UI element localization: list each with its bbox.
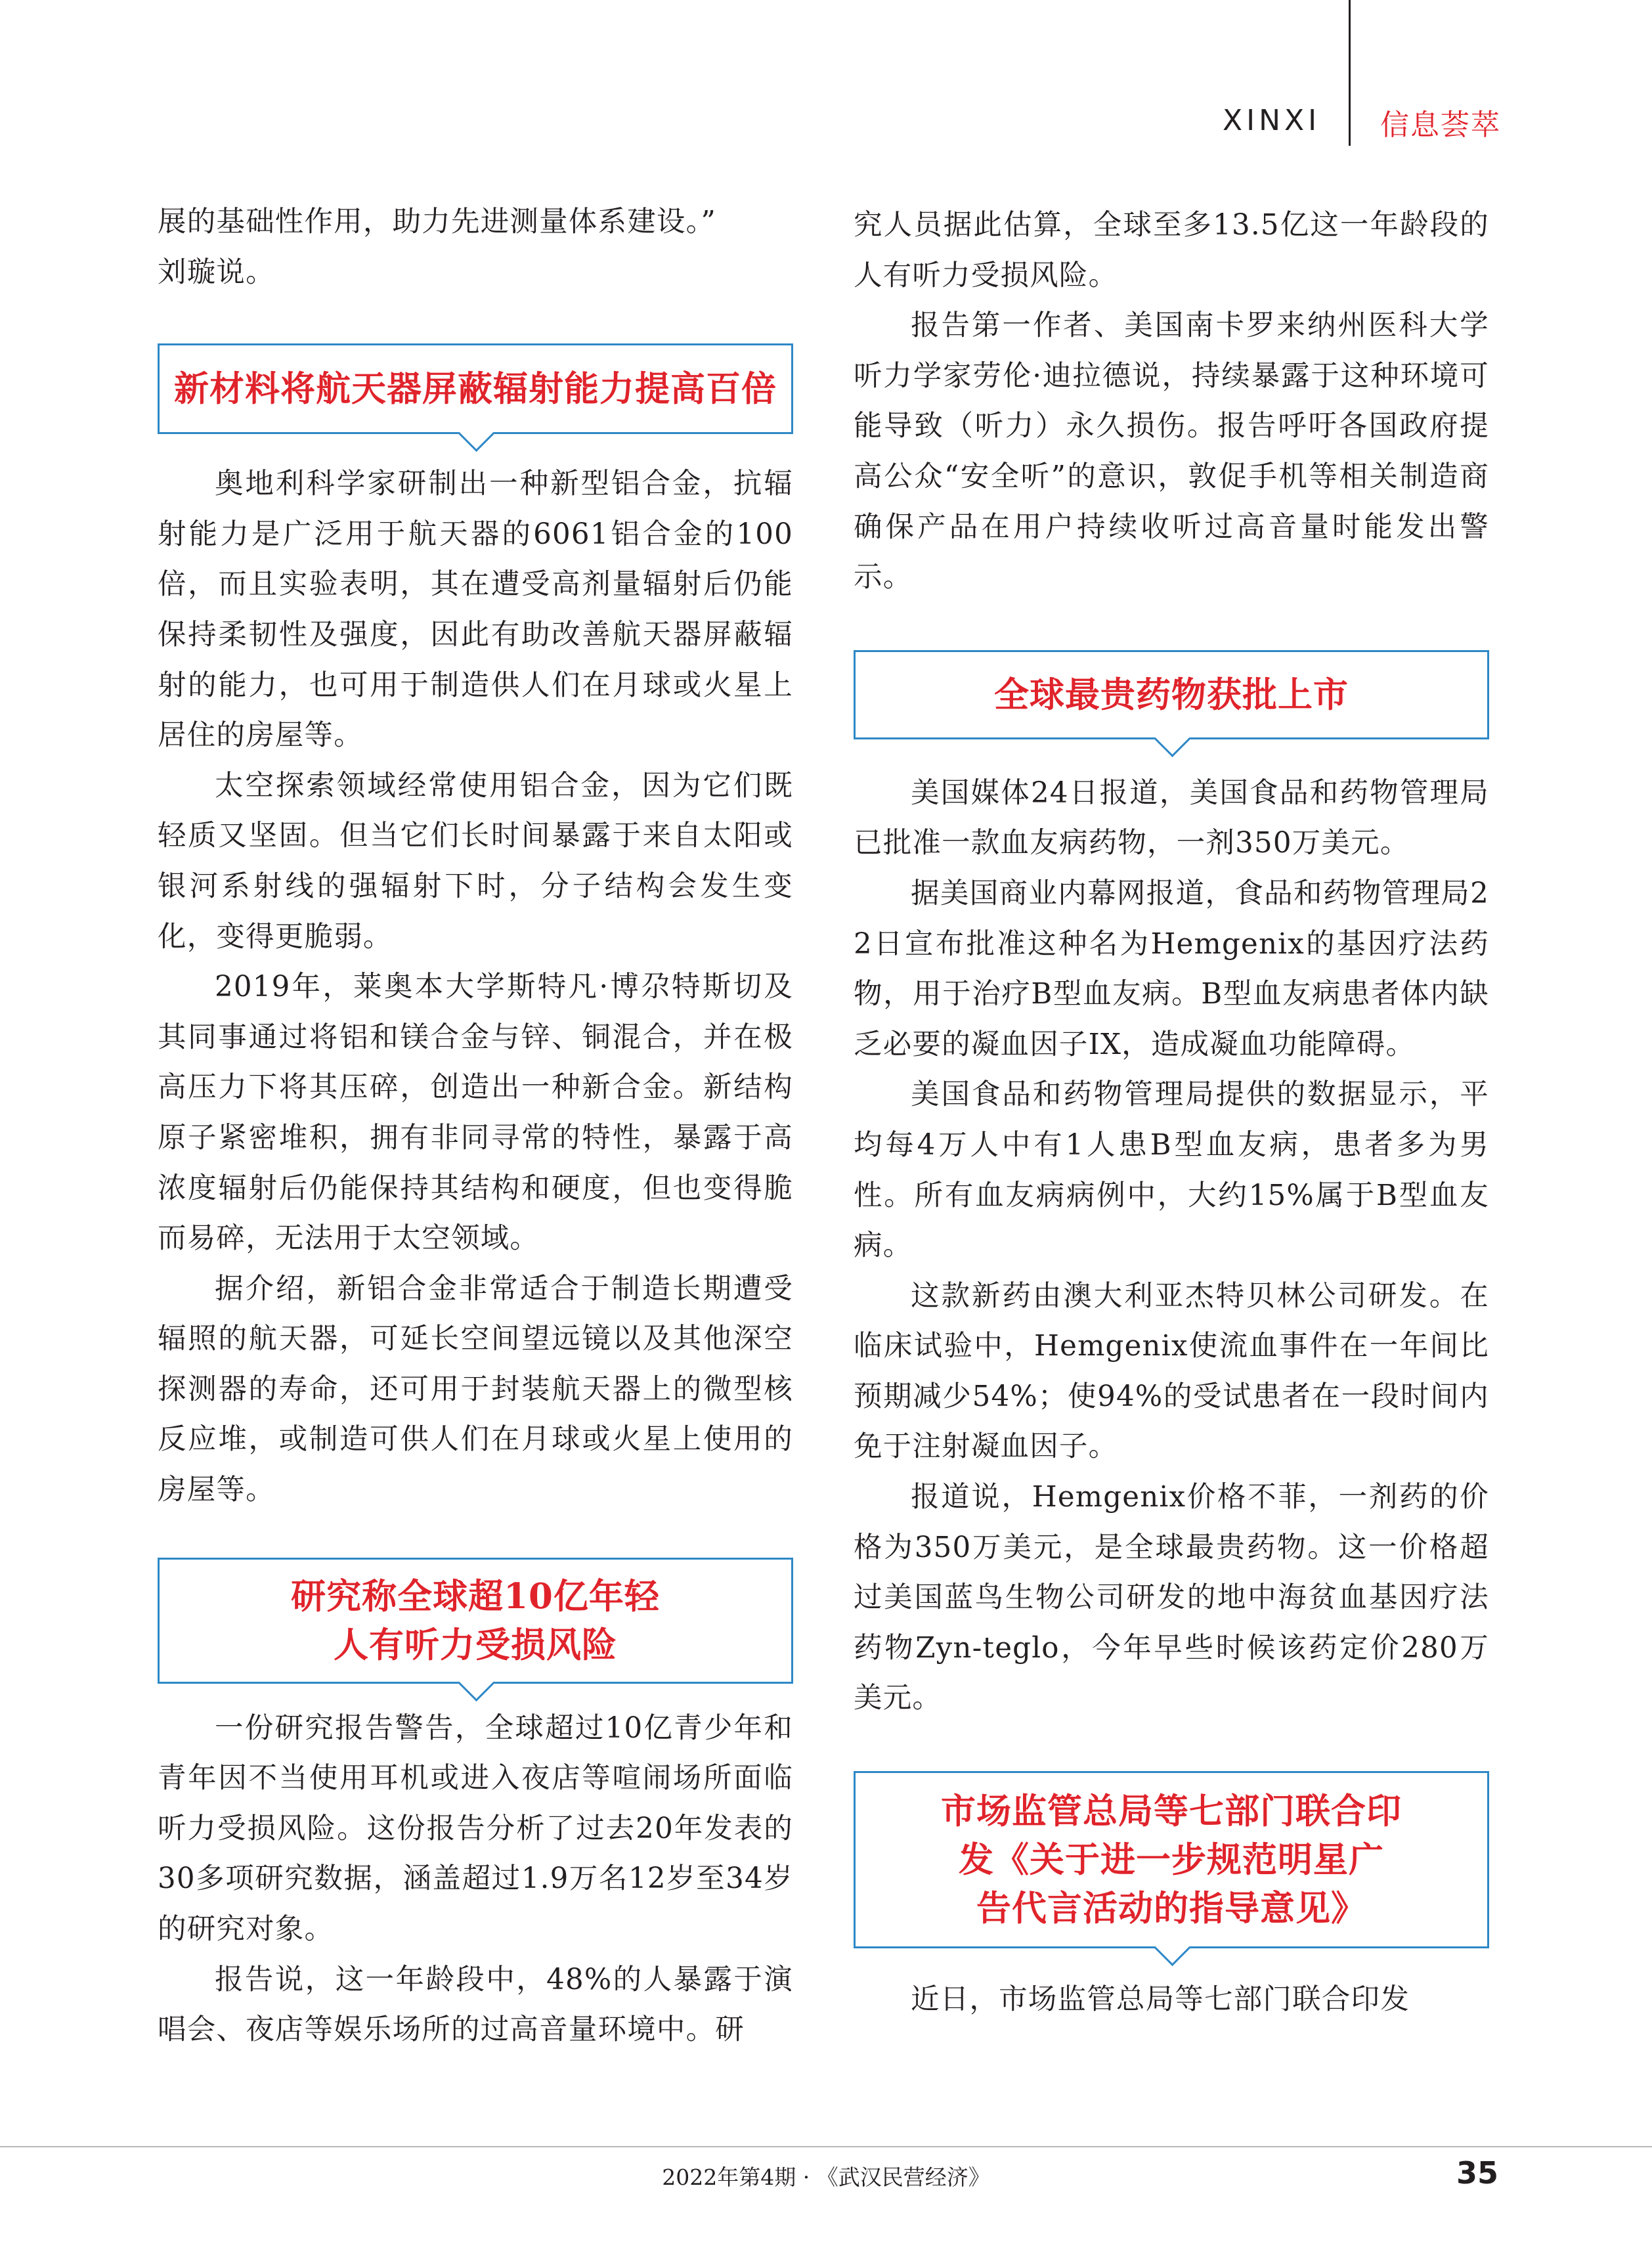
footer-divider (0, 2146, 1652, 2147)
article-body (158, 459, 793, 1515)
article-title-line: 市场监管总局等七部门联合印 (941, 1791, 1402, 1832)
title-box-pointer (458, 1665, 494, 1701)
continued-paragraph: 究人员据此估算，全球至多13.5亿这一年龄段的人有听力受损风险。 (854, 209, 1489, 292)
article-title-box (854, 1771, 1489, 1948)
title-box-pointer (1154, 1930, 1190, 1966)
right-column (854, 200, 1489, 2025)
article-paragraph: 一份研究报告警告，全球超过10亿青少年和青年因不当使用耳机或进入夜店等喧闹场所面临听力受损风险。这份报告分析了过去20年发表的30多项研究数据，涵盖超过1.9万名12岁至34岁的研究对象。 (158, 1711, 793, 1946)
article-paragraph: 奥地利科学家研制出一种新型铝合金，抗辐射能力是广泛用于航天器的6061铝合金的100倍，而且实验表明，其在遭受高剂量辐射后仍能保持柔韧性及强度，因此有助改善航天器屏蔽辐射的能力，也可用于制造供人们在月球或火星上居住的房屋等。 (158, 468, 793, 753)
article-paragraph: 报告第一作者、美国南卡罗来纳州医科大学听力学家劳伦·迪拉德说，持续暴露于这种环境可能导致（听力）永久损伤。报告呼吁各国政府提高公众“安全听”的意识，敦促手机等相关制造商确保产品在用户持续收听过高音量时能发出警示。 (854, 309, 1489, 594)
article-paragraph: 这款新药由澳大利亚杰特贝林公司研发。在临床试验中，Hemgenix使流血事件在一年间比预期减少54%；使94%的受试患者在一段时间内免于注射凝血因子。 (854, 1279, 1489, 1464)
article-paragraph: 据介绍，新铝合金非常适合于制造长期遭受辐照的航天器，可延长空间望远镜以及其他深空探测器的寿命，还可用于封装航天器上的微型核反应堆，或制造可供人们在月球或火星上使用的房屋等。 (158, 1272, 793, 1507)
issue-info: 2022年第4期 · 《武汉民营经济》 (662, 2164, 990, 2190)
article-title-line: 研究称全球超10亿年轻 (291, 1575, 660, 1617)
article-title-line: 发《关于进一步规范明星广 (959, 1839, 1384, 1881)
article-title: 新材料将航天器屏蔽辐射能力提高百倍 (174, 368, 777, 410)
article-body (854, 1975, 1489, 2025)
article-title-box (854, 650, 1489, 739)
article-title: 全球最贵药物获批上市 (994, 674, 1349, 715)
article-paragraph: 美国媒体24日报道，美国食品和药物管理局已批准一款血友病药物，一剂350万美元。 (854, 776, 1489, 860)
article-title-line: 人有听力受损风险 (334, 1624, 617, 1665)
section-name-cn: 信息荟萃 (1380, 108, 1501, 142)
page-number: 35 (1456, 2155, 1499, 2191)
article-title-box (158, 1558, 793, 1684)
title-box-pointer (458, 416, 494, 452)
article-title-line: 告代言活动的指导意见》 (976, 1888, 1366, 1929)
left-column (158, 197, 793, 2055)
article-body (854, 768, 1489, 1724)
intro-paragraph: 展的基础性作用，助力先进测量体系建设。” (158, 206, 716, 238)
article-paragraph: 2019年，莱奥本大学斯特凡·博尕特斯切及其同事通过将铝和镁合金与锌、铜混合，并在极高压力下将其压碎，创造出一种新合金。新结构原子紧密堆积，拥有非同寻常的特性，暴露于高浓度辐射后仍能保持其结构和硬度，但也变得脆而易碎，无法用于太空领域。 (158, 971, 793, 1256)
article-paragraph: 报道说，Hemgenix价格不菲，一剂药的价格为350万美元，是全球最贵药物。这一价格超过美国蓝鸟生物公司研发的地中海贫血基因疗法药物Zyn-teglo，今年早些时候该药定价280万美元。 (854, 1481, 1489, 1715)
section-name-en: XINXI (1223, 104, 1321, 137)
article-paragraph: 美国食品和药物管理局提供的数据显示，平均每4万人中有1人患B型血友病，患者多为男性。所有血友病病例中，大约15%属于B型血友病。 (854, 1078, 1489, 1263)
article-title-box (158, 343, 793, 434)
title-box-pointer (1154, 721, 1190, 757)
article-paragraph: 报告说，这一年龄段中，48%的人暴露于演唱会、夜店等娱乐场所的过高音量环境中。研 (158, 1963, 793, 2047)
article-paragraph: 太空探索领域经常使用铝合金，因为它们既轻质又坚固。但当它们长时间暴露于来自太阳或银河系射线的强辐射下时，分子结构会发生变化，变得更脆弱。 (158, 769, 793, 953)
article-body (158, 1703, 793, 2055)
intro-paragraph-end: 刘璇说。 (158, 255, 275, 289)
article-paragraph: 据美国商业内幕网报道，食品和药物管理局22日宣布批准这种名为Hemgenix的基因疗法药物，用于治疗B型血友病。B型血友病患者体内缺乏必要的凝血因子IX，造成凝血功能障碍。 (854, 877, 1489, 1061)
article-paragraph: 近日，市场监管总局等七部门联合印发 (911, 1983, 1410, 2017)
header-divider (1349, 0, 1351, 146)
